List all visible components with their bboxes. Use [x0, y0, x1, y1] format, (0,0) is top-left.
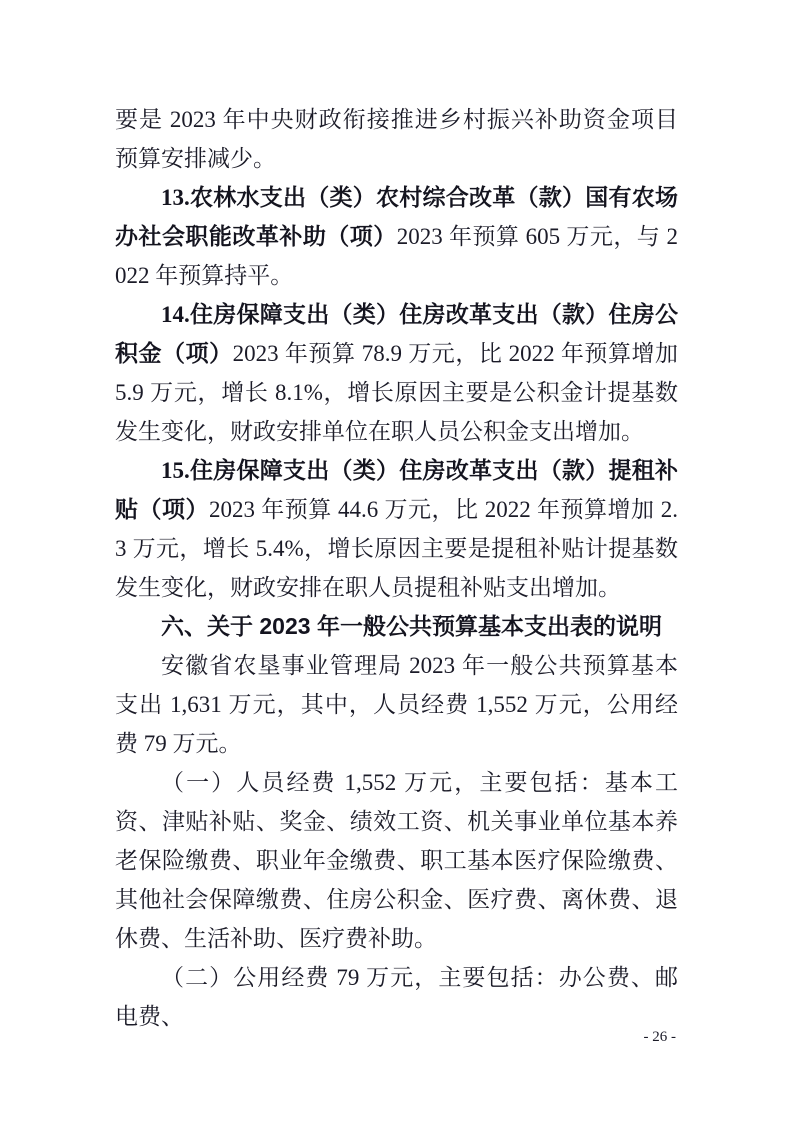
paragraph-item-13 — [115, 178, 678, 295]
item-14-bold-title: 14.住房保障支出（类）住房改革支出（款）住房公积金（项） — [115, 302, 678, 366]
paragraph-public-funds — [115, 958, 678, 1036]
paragraph-item-15 — [115, 451, 678, 607]
item-13-bold-title: 13.农林水支出（类）农村综合改革（款）国有农场办社会职能改革补助（项） — [115, 185, 678, 249]
section-six-heading: 六、关于 2023 年一般公共预算基本支出表的说明 — [161, 613, 662, 639]
item-13-body-text: 2023 年预算 605 万元，与 2022 年预算持平。 — [115, 224, 679, 288]
paragraph-item-14 — [115, 295, 678, 451]
public-funds-text: （二）公用经费 79 万元，主要包括：办公费、邮电费、 — [115, 965, 678, 1029]
basic-expenditure-text: 安徽省农垦事业管理局 2023 年一般公共预算基本支出 1,631 万元，其中，人员经费 1,552 万元，公用经费 79 万元。 — [115, 653, 678, 756]
paragraph-personnel-funds — [115, 763, 678, 958]
item-15-body-text: 2023 年预算 44.6 万元，比 2022 年预算增加 2.3 万元，增长 5.4%，增长原因主要是提租补贴计提基数发生变化，财政安排在职人员提租补贴支出增加。 — [115, 497, 678, 600]
item-15-bold-title: 15.住房保障支出（类）住房改革支出（款）提租补贴（项） — [115, 458, 678, 522]
personnel-funds-text: （一）人员经费 1,552 万元，主要包括：基本工资、津贴补贴、奖金、绩效工资、机关事业单位基本养老保险缴费、职业年金缴费、职工基本医疗保险缴费、其他社会保障缴费、住房公积金、医疗费、离休费、退休费、生活补助、医疗费补助。 — [115, 770, 678, 951]
page-number: - 26 - — [643, 1029, 676, 1045]
paragraph-text: 要是 2023 年中央财政衔接推进乡村振兴补助资金项目预算安排减少。 — [115, 107, 678, 171]
paragraph-carryover-budget-decrease — [115, 100, 678, 178]
item-14-body-text: 2023 年预算 78.9 万元，比 2022 年预算增加 5.9 万元，增长 8.1%，增长原因主要是公积金计提基数发生变化，财政安排单位在职人员公积金支出增加。 — [115, 341, 679, 444]
paragraph-basic-expenditure-summary — [115, 646, 678, 763]
document-body — [115, 100, 678, 1036]
